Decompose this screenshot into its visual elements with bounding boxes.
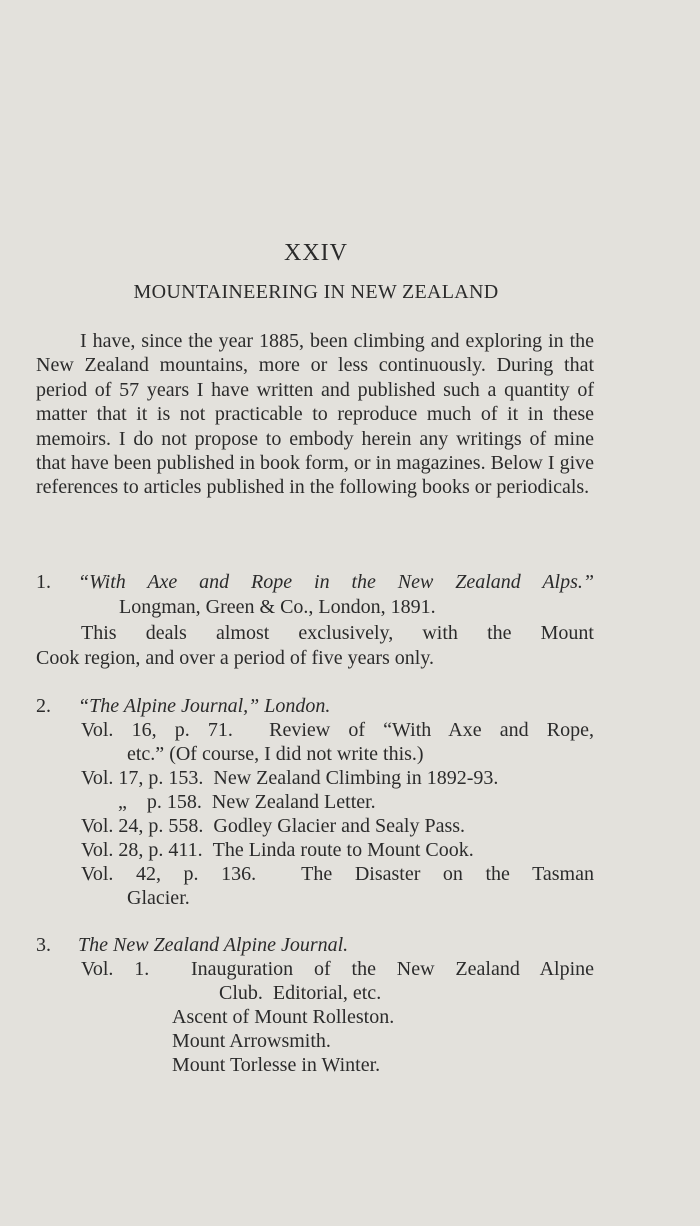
ref2-entry-vol42: Vol. 42, p. 136. The Disaster on the Tasman: [81, 863, 594, 885]
ref2-entry-vol17-p158: „ p. 158. New Zealand Letter.: [118, 791, 376, 813]
ref2-entry-vol24: Vol. 24, p. 558. Godley Glacier and Sealy Pass.: [81, 815, 466, 837]
ref1-publisher: Longman, Green & Co., London, 1891.: [119, 596, 436, 618]
ref2-entry-vol17: Vol. 17, p. 153. New Zealand Climbing in 1892-93.: [81, 767, 499, 789]
ref3-entry-arrowsmith: Mount Arrowsmith.: [172, 1030, 331, 1052]
ref3-title: The New Zealand Alpine Journal.: [78, 934, 349, 956]
ref2-entry-vol16-cont: etc.” (Of course, I did not write this.): [127, 743, 424, 765]
chapter-number: XXIV: [284, 240, 348, 266]
ref3-entry-torlesse: Mount Torlesse in Winter.: [172, 1054, 381, 1076]
ref2-entry-vol16: Vol. 16, p. 71. Review of “With Axe and Rope,: [81, 719, 594, 741]
ref2-entry-vol42-cont: Glacier.: [127, 887, 190, 909]
ref1-title: “With Axe and Rope in the New Zealand Alps.”: [78, 571, 594, 593]
ref1-description-line1: This deals almost exclusively, with the Mount: [81, 622, 594, 644]
chapter-title: MOUNTAINEERING IN NEW ZEALAND: [133, 281, 499, 303]
ref2-title: “The Alpine Journal,” London.: [78, 695, 331, 717]
ref2-entry-vol28: Vol. 28, p. 411. The Linda route to Mount Cook.: [81, 839, 474, 861]
ref3-entry-vol1-cont: Club. Editorial, etc.: [219, 982, 382, 1004]
intro-paragraph: I have, since the year 1885, been climbing and exploring in the New Zealand mountains, more or less continuously. During that period of 57 years I have written and published such a quantity of matter that it is not practicable to reproduce much of it in these memoirs. I do not propose to embody herein any writings of mine that have been published in book form, or in magazines. Below I give references to articles published in the following books or periodicals.: [36, 330, 594, 499]
ref3-entry-vol1: Vol. 1. Inauguration of the New Zealand Alpine: [81, 958, 594, 980]
ref3-number: 3.: [36, 934, 51, 956]
ref1-number: 1.: [36, 571, 51, 593]
ref1-description-line2: Cook region, and over a period of five years only.: [36, 647, 435, 669]
ref3-entry-rolleston: Ascent of Mount Rolleston.: [172, 1006, 395, 1028]
ref2-number: 2.: [36, 695, 51, 717]
